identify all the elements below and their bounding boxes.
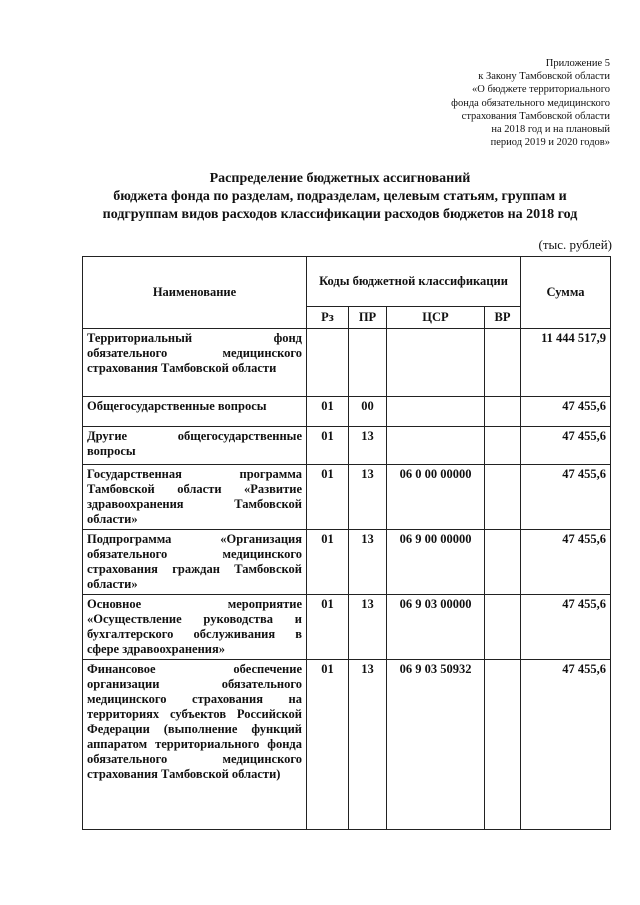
row-vr: [485, 397, 521, 427]
row-vr: [485, 595, 521, 660]
row-vr: [485, 660, 521, 830]
row-csr: 06 9 03 50932: [387, 660, 485, 830]
row-pr: 13: [349, 530, 387, 595]
header-sum: Сумма: [521, 257, 611, 329]
row-sum: 47 455,6: [521, 660, 611, 830]
row-name: Общегосударственные вопросы: [83, 397, 307, 427]
row-sum: 47 455,6: [521, 427, 611, 465]
row-name: Финансовое обеспечение организации обязательного медицинского страхования на территориях субъектов Российской Федерации (выполнение функций аппаратом территориального фонда обязательного медицинского страхования Тамбовской области): [83, 660, 307, 830]
row-vr: [485, 465, 521, 530]
table-row: [83, 530, 611, 595]
table-row: [83, 465, 611, 530]
header-csr: ЦСР: [387, 307, 485, 329]
annex-line: фонда обязательного медицинского: [451, 97, 610, 109]
row-vr: [485, 427, 521, 465]
row-rz: [307, 329, 349, 397]
budget-table: [82, 256, 611, 830]
row-sum: 47 455,6: [521, 397, 611, 427]
row-name: Территориальный фонд обязательного медицинского страхования Тамбовской области: [83, 329, 307, 397]
row-name: Другие общегосударственные вопросы: [83, 427, 307, 465]
annex-line: на 2018 год и на плановый: [491, 124, 610, 136]
row-csr: 06 9 03 00000: [387, 595, 485, 660]
row-sum: 11 444 517,9: [521, 329, 611, 397]
row-name: Государственная программа Тамбовской области «Развитие здравоохранения Тамбовской области»: [83, 465, 307, 530]
row-csr: 06 9 00 00000: [387, 530, 485, 595]
row-pr: [349, 329, 387, 397]
header-codes: Коды бюджетной классификации: [307, 257, 521, 307]
row-sum: 47 455,6: [521, 530, 611, 595]
row-csr: [387, 397, 485, 427]
row-name: Подпрограмма «Организация обязательного медицинского страхования граждан Тамбовской области»: [83, 530, 307, 595]
title-line: Распределение бюджетных ассигнований: [209, 171, 471, 186]
row-pr: 13: [349, 660, 387, 830]
row-rz: 01: [307, 465, 349, 530]
title-line: подгруппам видов расходов классификации расходов бюджетов на 2018 год: [102, 207, 578, 222]
row-rz: 01: [307, 530, 349, 595]
row-sum: 47 455,6: [521, 595, 611, 660]
annex-line: период 2019 и 2020 годов»: [490, 137, 610, 149]
row-rz: 01: [307, 660, 349, 830]
table-row: [83, 329, 611, 397]
annex-line: к Закону Тамбовской области: [478, 71, 610, 83]
row-vr: [485, 329, 521, 397]
row-pr: 13: [349, 427, 387, 465]
row-vr: [485, 530, 521, 595]
table-row: [83, 595, 611, 660]
document-title: [60, 170, 620, 224]
row-rz: 01: [307, 595, 349, 660]
row-rz: 01: [307, 427, 349, 465]
table-row: [83, 397, 611, 427]
table-row: [83, 427, 611, 465]
annex-line: страхования Тамбовской области: [461, 110, 610, 122]
title-line: бюджета фонда по разделам, подразделам, целевым статьям, группам и: [113, 189, 567, 204]
row-csr: [387, 427, 485, 465]
header-rz: Рз: [307, 307, 349, 329]
header-pr: ПР: [349, 307, 387, 329]
row-pr: 13: [349, 595, 387, 660]
header-name: Наименование: [83, 257, 307, 329]
row-csr: 06 0 00 00000: [387, 465, 485, 530]
row-pr: 13: [349, 465, 387, 530]
row-sum: 47 455,6: [521, 465, 611, 530]
row-csr: [387, 329, 485, 397]
row-pr: 00: [349, 397, 387, 427]
annex-line: «О бюджете территориального: [472, 84, 610, 96]
row-name: Основное мероприятие «Осуществление руководства и бухгалтерского обслуживания в сфере здравоохранения»: [83, 595, 307, 660]
row-rz: 01: [307, 397, 349, 427]
header-vr: ВР: [485, 307, 521, 329]
table-row: [83, 660, 611, 830]
annex-note: [390, 57, 610, 149]
unit-label: (тыс. рублей): [538, 237, 612, 252]
annex-line: Приложение 5: [545, 58, 610, 69]
